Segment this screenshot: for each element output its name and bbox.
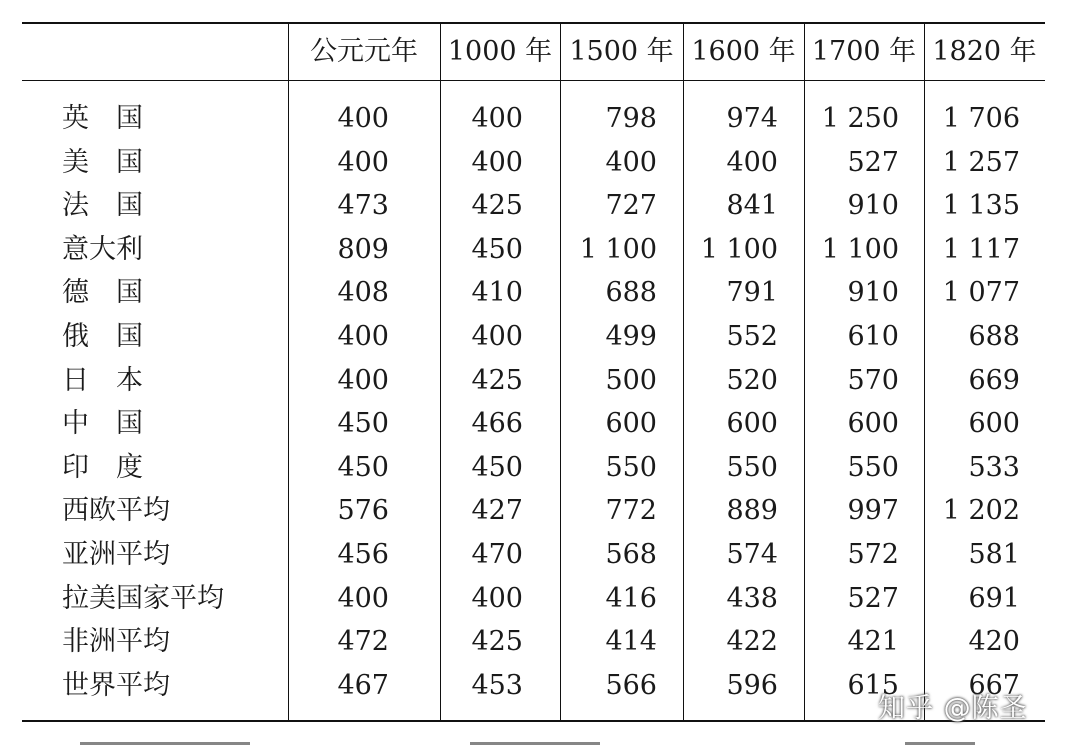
table-cell: 600 [726, 408, 778, 440]
table-cell: 400 [471, 103, 523, 134]
table-cell: 427 [471, 495, 523, 527]
table-cell: 450 [337, 451, 389, 483]
table-cell: 550 [726, 451, 778, 483]
table-cell: 470 [471, 539, 523, 570]
table-cell: 400 [471, 321, 523, 352]
table-cell: 472 [337, 626, 389, 658]
table-cell: 809 [337, 233, 389, 265]
table-cell: 450 [471, 451, 523, 483]
cropped-text-fragment [80, 742, 250, 745]
table-cell: 910 [847, 277, 899, 309]
table-cell: 1 257 [942, 146, 1020, 178]
row-label: 俄 国 [62, 321, 143, 352]
watermark: 知乎 @陈圣 [878, 693, 1028, 724]
column-header: 公元元年 [310, 36, 418, 67]
table-cell: 600 [605, 408, 657, 440]
table-cell: 425 [471, 190, 523, 222]
table-cell: 400 [337, 321, 389, 352]
table-cell: 669 [968, 364, 1020, 396]
row-label: 日 本 [62, 364, 143, 396]
row-label: 世界平均 [62, 669, 170, 701]
table-cell: 400 [605, 146, 657, 178]
row-label: 拉美国家平均 [62, 582, 224, 614]
table-cell: 552 [726, 321, 778, 352]
table-cell: 527 [847, 582, 899, 614]
table-cell: 466 [471, 408, 523, 440]
table-cell: 576 [337, 495, 389, 527]
table-cell: 615 [847, 669, 899, 701]
table-cell: 453 [471, 669, 523, 701]
table-cell: 1 250 [821, 103, 899, 134]
table-cell: 1 100 [579, 233, 657, 265]
table-cell: 400 [337, 103, 389, 134]
table-cell: 727 [605, 190, 657, 222]
cropped-text-fragment [905, 742, 975, 745]
table-cell: 798 [605, 103, 657, 134]
table-cell: 691 [968, 582, 1020, 614]
table-cell: 520 [726, 364, 778, 396]
table-cell: 400 [337, 146, 389, 178]
table-top-rule [22, 22, 1045, 24]
row-label: 德 国 [62, 277, 143, 309]
table-cell: 667 [968, 669, 1020, 701]
table-cell: 527 [847, 146, 899, 178]
table-cell: 600 [968, 408, 1020, 440]
row-label: 亚洲平均 [62, 539, 170, 570]
table-cell: 450 [337, 408, 389, 440]
table-cell: 566 [605, 669, 657, 701]
row-label: 意大利 [62, 233, 143, 265]
column-header: 1600 年 [691, 36, 796, 67]
row-label: 印 度 [62, 451, 143, 483]
table-cell: 467 [337, 669, 389, 701]
row-label: 英 国 [62, 103, 143, 134]
table-cell: 533 [968, 451, 1020, 483]
header-rule [22, 80, 1045, 81]
column-header: 1700 年 [811, 36, 917, 67]
table-cell: 400 [471, 582, 523, 614]
table-cell: 570 [847, 364, 899, 396]
table-cell: 574 [726, 539, 778, 570]
table-cell: 450 [471, 233, 523, 265]
table-cell: 425 [471, 364, 523, 396]
table-cell: 1 077 [942, 277, 1020, 309]
table-cell: 400 [337, 582, 389, 614]
table-cell: 422 [726, 626, 778, 658]
row-label: 法 国 [62, 190, 143, 222]
table-cell: 841 [726, 190, 778, 222]
row-label: 美 国 [62, 146, 143, 178]
table-cell: 425 [471, 626, 523, 658]
table-cell: 550 [847, 451, 899, 483]
table-cell: 500 [605, 364, 657, 396]
table-cell: 414 [605, 626, 657, 658]
table-cell: 600 [847, 408, 899, 440]
table-cell: 1 100 [700, 233, 778, 265]
table-cell: 400 [471, 146, 523, 178]
table-cell: 456 [337, 539, 389, 570]
table-cell: 572 [847, 539, 899, 570]
table-cell: 997 [847, 495, 899, 527]
cropped-text-fragment [470, 742, 600, 745]
table-cell: 550 [605, 451, 657, 483]
table-cell: 408 [337, 277, 389, 309]
table-cell: 889 [726, 495, 778, 527]
column-header: 1820 年 [932, 36, 1037, 67]
column-header: 1000 年 [447, 36, 553, 67]
table-cell: 1 706 [942, 103, 1020, 134]
table-cell: 473 [337, 190, 389, 222]
table-cell: 910 [847, 190, 899, 222]
table-cell: 1 135 [942, 190, 1020, 222]
table-cell: 688 [605, 277, 657, 309]
table-cell: 772 [605, 495, 657, 527]
table-cell: 1 202 [942, 495, 1020, 527]
table-cell: 420 [968, 626, 1020, 658]
table-cell: 400 [726, 146, 778, 178]
table-cell: 581 [968, 539, 1020, 570]
table-cell: 1 100 [821, 233, 899, 265]
row-label: 中 国 [62, 408, 143, 440]
table-cell: 974 [726, 103, 778, 134]
table-cell: 416 [605, 582, 657, 614]
table-cell: 499 [605, 321, 657, 352]
row-label: 西欧平均 [62, 495, 170, 527]
table-cell: 438 [726, 582, 778, 614]
table-cell: 400 [337, 364, 389, 396]
column-header: 1500 年 [569, 36, 674, 67]
table-cell: 791 [726, 277, 778, 309]
table-cell: 421 [847, 626, 899, 658]
table-cell: 596 [726, 669, 778, 701]
table-cell: 1 117 [942, 233, 1020, 265]
table-cell: 610 [847, 321, 899, 352]
row-label: 非洲平均 [62, 626, 170, 658]
table-cell: 410 [471, 277, 523, 309]
table-cell: 688 [968, 321, 1020, 352]
table-cell: 568 [605, 539, 657, 570]
